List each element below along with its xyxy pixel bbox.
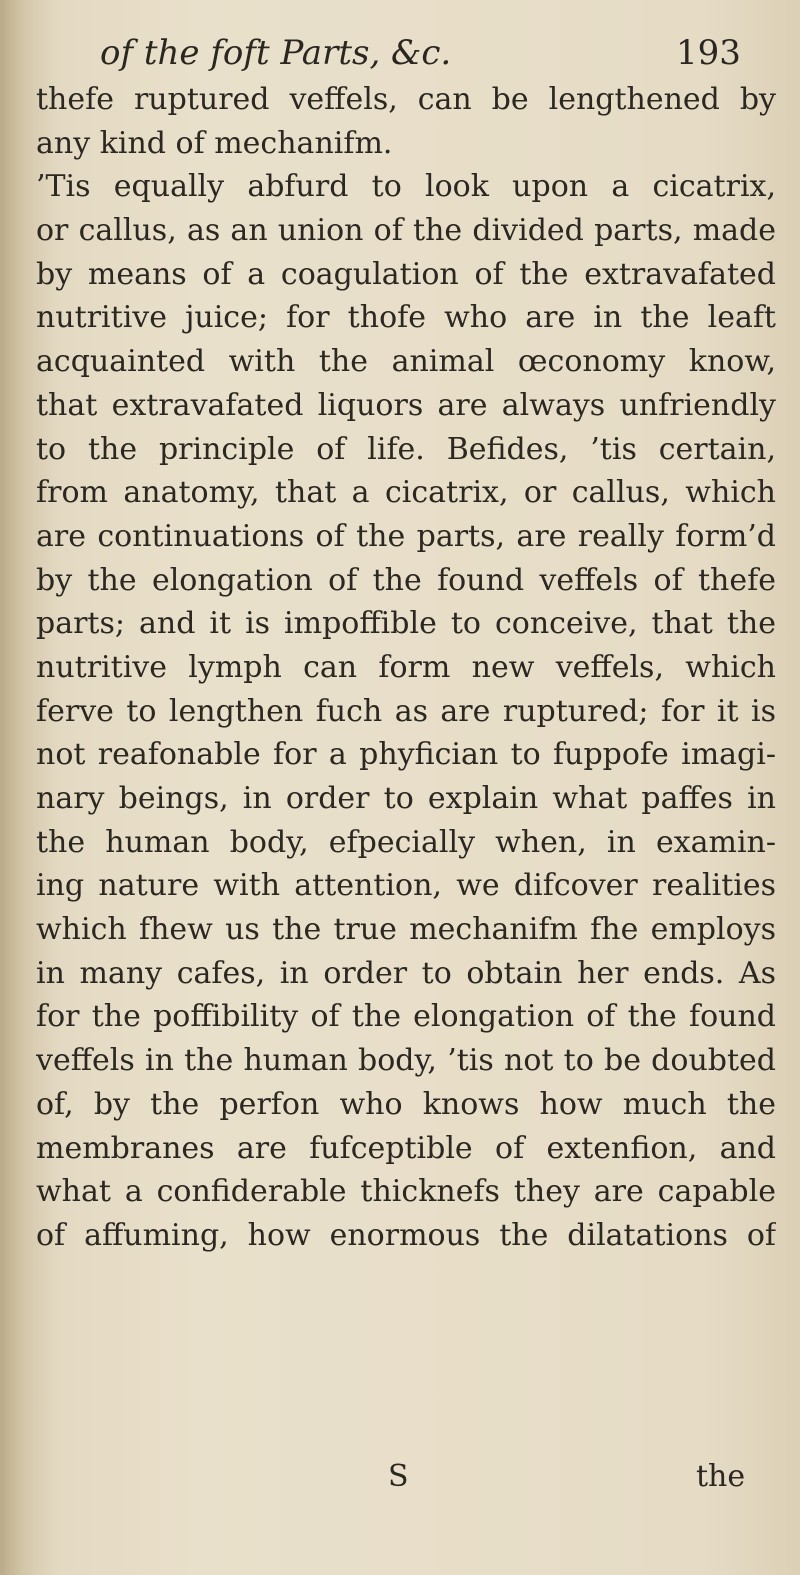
text-line: to the principle of life. Befides, ’tis certain,: [36, 431, 776, 467]
text-line: nutritive juice; for thofe who are in the leaft: [36, 300, 776, 336]
body-text: [36, 78, 776, 1258]
text-line: by the elongation of the found veffels of thefe: [36, 562, 776, 598]
text-line: from anatomy, that a cicatrix, or callus, which: [36, 475, 776, 511]
page-number: 193: [676, 33, 741, 73]
signature-mark: S: [388, 1459, 409, 1494]
text-line: parts; and it is impoffible to conceive, that the: [36, 606, 776, 642]
text-line: which fhew us the true mechanifm fhe employs: [36, 912, 776, 948]
text-line: the human body, efpecially when, in examin-: [36, 824, 776, 860]
text-line: for the poffibility of the elongation of the found: [36, 999, 776, 1035]
text-line: what a confiderable thicknefs they are capable: [36, 1174, 776, 1210]
text-line: veffels in the human body, ’tis not to be doubted: [36, 1043, 776, 1079]
text-line: nutritive lymph can form new veffels, which: [36, 649, 776, 685]
text-line: ferve to lengthen fuch as are ruptured; for it is: [36, 693, 776, 729]
page-header: [60, 28, 760, 78]
text-line: ing nature with attention, we difcover realities: [36, 868, 776, 904]
page-gutter-shadow: [0, 0, 34, 1575]
text-line: not reafonable for a phyfician to fuppofe imagi-: [36, 737, 776, 773]
text-line: thefe ruptured veffels, can be lengthened by: [36, 82, 776, 117]
text-line: any kind of mechanifm.: [36, 125, 393, 161]
text-line: that extravafated liquors are always unfriendly: [36, 387, 776, 423]
text-line: of affuming, how enormous the dilatations of: [36, 1217, 776, 1253]
text-line: in many cafes, in order to obtain her ends. As: [36, 955, 776, 991]
text-line: acquainted with the animal œconomy know,: [36, 344, 776, 380]
text-line: of, by the perfon who knows how much the: [36, 1086, 776, 1122]
text-line: membranes are fufceptible of extenfion, and: [36, 1130, 776, 1166]
text-line: are continuations of the parts, are really form’d: [36, 518, 776, 554]
text-line: or callus, as an union of the divided parts, made: [36, 213, 776, 249]
running-head: of the foft Parts, &c.: [100, 33, 452, 73]
catchword: the: [696, 1459, 746, 1494]
text-line: nary beings, in order to explain what paffes in: [36, 781, 776, 816]
text-line: by means of a coagulation of the extravafated: [36, 256, 776, 292]
text-line: ’Tis equally abfurd to look upon a cicatrix,: [36, 169, 776, 205]
page-footer: [36, 1455, 776, 1499]
